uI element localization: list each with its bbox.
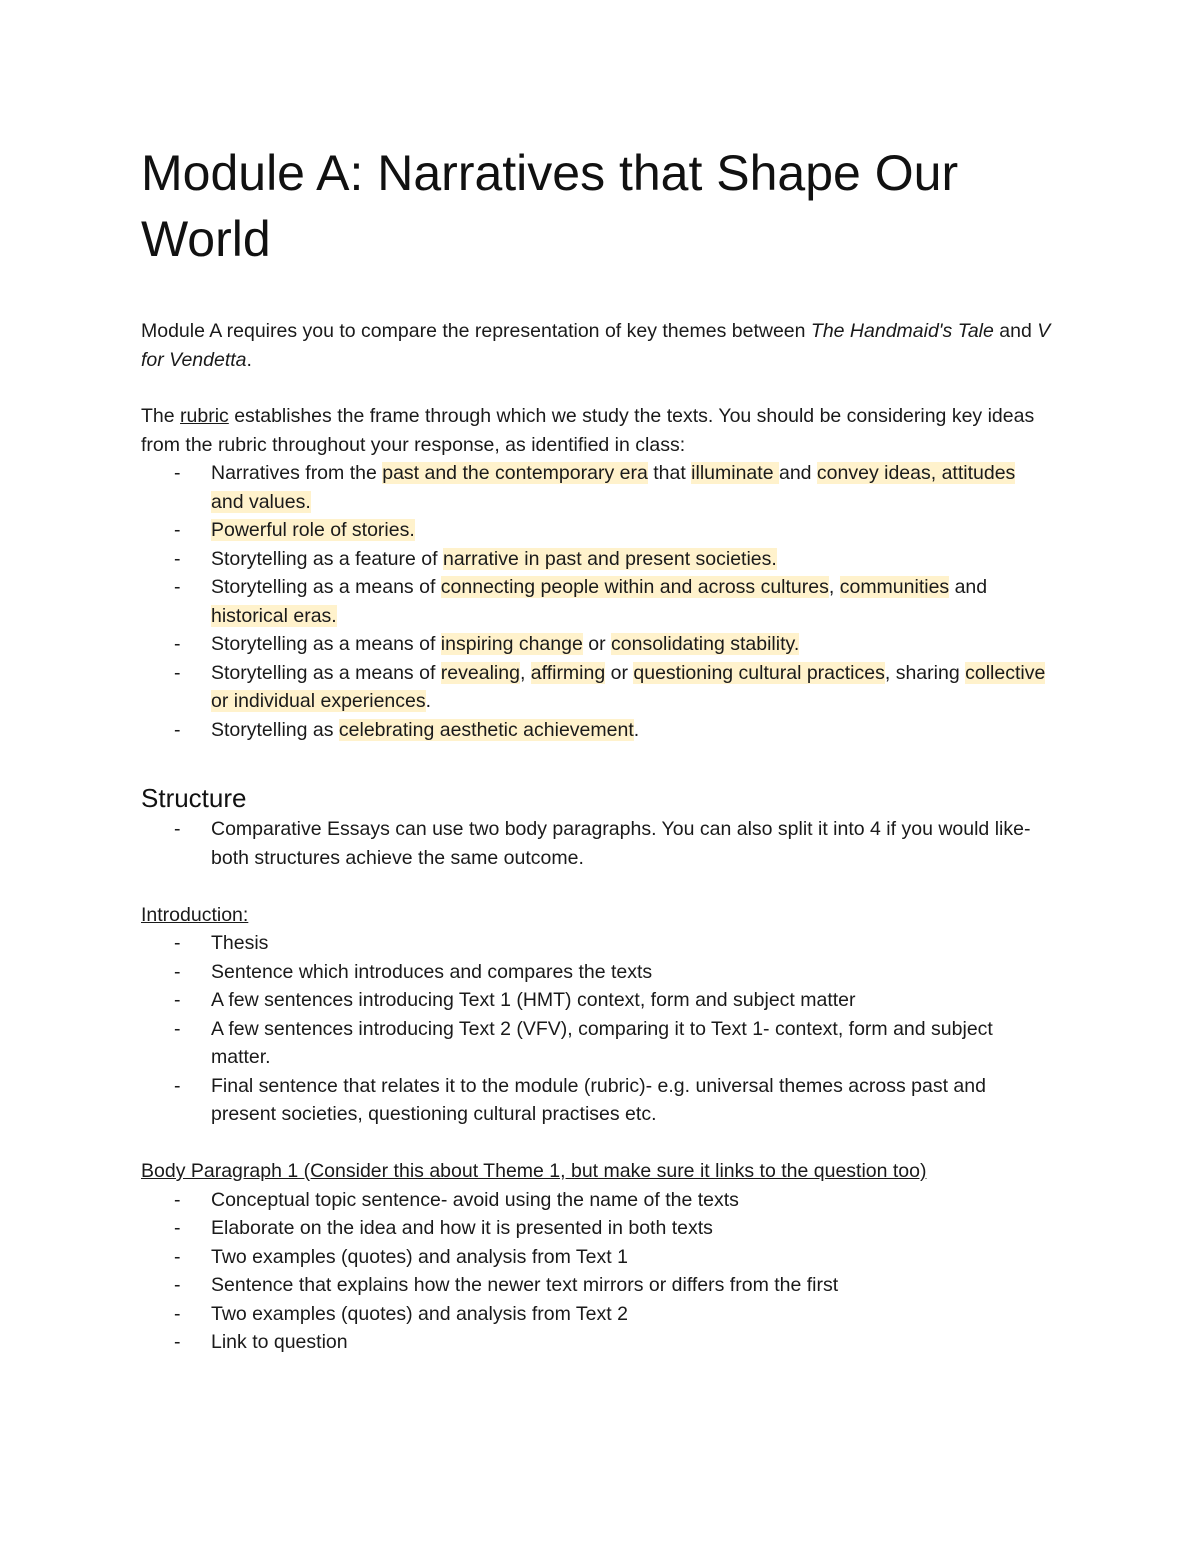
list-item bbox=[141, 1243, 1051, 1272]
text-segment: Narratives from the bbox=[211, 462, 383, 484]
list-item-text: Thesis bbox=[211, 932, 269, 954]
text-segment: or bbox=[582, 633, 611, 655]
text-segment: Storytelling as a feature of bbox=[211, 547, 443, 570]
text-segment: Storytelling as a means of bbox=[211, 576, 441, 598]
list-item-text: Two examples (quotes) and analysis from Text 2 bbox=[211, 1302, 628, 1325]
dash-bullet: - bbox=[174, 989, 181, 1011]
text-segment: Storytelling as bbox=[211, 718, 339, 741]
highlighted-text: historical eras. bbox=[211, 604, 337, 627]
text-segment: , bbox=[828, 576, 840, 598]
structure-list bbox=[141, 815, 1051, 872]
list-item-text: Final sentence that relates it to the module (rubric)- e.g. universal themes across past and present societies, questioning cultural practises etc. bbox=[211, 1074, 986, 1125]
text-segment: or bbox=[605, 661, 634, 684]
highlighted-text: convey ideas, attitudes and values. bbox=[211, 462, 1016, 513]
rubric-link[interactable]: rubric bbox=[180, 405, 229, 427]
highlighted-text: Powerful role of stories. bbox=[211, 519, 415, 541]
list-item bbox=[141, 986, 1051, 1015]
document-page bbox=[141, 140, 1051, 1357]
intro-text-part-2: and bbox=[993, 320, 1038, 342]
list-item bbox=[141, 1214, 1051, 1243]
dash-bullet: - bbox=[174, 661, 181, 684]
dash-bullet: - bbox=[174, 1188, 181, 1211]
dash-bullet: - bbox=[174, 818, 181, 840]
dash-bullet: - bbox=[174, 1245, 181, 1268]
text-segment: Storytelling as a means of bbox=[211, 661, 441, 684]
list-item bbox=[141, 929, 1051, 958]
dash-bullet: - bbox=[174, 1274, 181, 1296]
highlighted-text: communities bbox=[839, 576, 950, 598]
highlighted-text: celebrating aesthetic achievement bbox=[338, 718, 634, 741]
rubric-paragraph bbox=[141, 402, 1051, 459]
dash-bullet: - bbox=[174, 633, 181, 655]
dash-bullet: - bbox=[174, 519, 181, 541]
dash-bullet: - bbox=[174, 960, 181, 983]
list-item-text: Two examples (quotes) and analysis from Text 1 bbox=[211, 1245, 628, 1268]
list-item bbox=[141, 1015, 1051, 1072]
rubric-points-list bbox=[141, 459, 1051, 744]
list-item bbox=[141, 815, 1051, 872]
text-segment: that bbox=[647, 462, 692, 484]
text-segment: , bbox=[519, 661, 531, 684]
dash-bullet: - bbox=[174, 932, 181, 954]
intro-text-part-1: Module A requires you to compare the representation of key themes between bbox=[141, 320, 811, 342]
list-item bbox=[141, 630, 1051, 659]
intro-text-part-3: . bbox=[246, 348, 252, 371]
dash-bullet: - bbox=[174, 1217, 181, 1239]
list-item-text: A few sentences introducing Text 2 (VFV), comparing it to Text 1- context, form and subject matter. bbox=[211, 1017, 993, 1068]
dash-bullet: - bbox=[174, 718, 181, 741]
highlighted-text: consolidating stability. bbox=[611, 633, 800, 655]
list-item-text: Conceptual topic sentence- avoid using the name of the texts bbox=[211, 1188, 739, 1211]
highlighted-text: collective or individual experiences bbox=[211, 661, 1046, 712]
introduction-heading: Introduction: bbox=[141, 903, 249, 926]
dash-bullet: - bbox=[174, 1302, 181, 1325]
highlighted-text: past and the contemporary era bbox=[382, 462, 648, 484]
highlighted-text: narrative in past and present societies. bbox=[442, 547, 777, 570]
dash-bullet: - bbox=[174, 462, 181, 484]
text-title-v-for-vendetta: V for Vendetta bbox=[141, 320, 1051, 371]
list-item-text: Sentence that explains how the newer text mirrors or differs from the first bbox=[211, 1274, 839, 1296]
list-item-text: Link to question bbox=[211, 1331, 348, 1353]
intro-paragraph bbox=[141, 317, 1051, 374]
dash-bullet: - bbox=[174, 1017, 181, 1040]
text-segment: Storytelling as a means of bbox=[211, 633, 441, 655]
list-item bbox=[141, 659, 1051, 716]
body-paragraph-1-heading: Body Paragraph 1 (Consider this about Theme 1, but make sure it links to the question too) bbox=[141, 1160, 927, 1182]
highlighted-text: revealing bbox=[440, 661, 520, 684]
body-paragraph-1-list bbox=[141, 1186, 1051, 1357]
list-item bbox=[141, 1186, 1051, 1215]
rubric-text-before: The bbox=[141, 405, 181, 427]
list-item-text: Elaborate on the idea and how it is presented in both texts bbox=[211, 1217, 713, 1239]
highlighted-text: inspiring change bbox=[440, 633, 583, 655]
text-segment: and bbox=[949, 576, 988, 598]
highlighted-text: illuminate bbox=[691, 462, 779, 484]
highlighted-text: affirming bbox=[530, 661, 606, 684]
highlighted-text: connecting people within and across cultures bbox=[440, 576, 829, 598]
text-segment: . bbox=[425, 690, 432, 712]
rubric-text-after: establishes the frame through which we study the texts. You should be considering key ideas from the rubric throughout your response, as identified in class: bbox=[141, 405, 1035, 456]
highlighted-text: questioning cultural practices bbox=[633, 661, 885, 684]
dash-bullet: - bbox=[174, 1074, 181, 1097]
list-item-text: Sentence which introduces and compares the texts bbox=[211, 960, 653, 983]
list-item bbox=[141, 545, 1051, 574]
list-item bbox=[141, 1271, 1051, 1300]
structure-heading: Structure bbox=[141, 783, 247, 813]
dash-bullet: - bbox=[174, 1331, 181, 1353]
list-item-text: A few sentences introducing Text 1 (HMT) context, form and subject matter bbox=[211, 989, 856, 1011]
list-item bbox=[141, 459, 1051, 516]
dash-bullet: - bbox=[174, 576, 181, 598]
text-segment: . bbox=[633, 718, 640, 741]
list-item bbox=[141, 716, 1051, 745]
list-item bbox=[141, 1328, 1051, 1357]
list-item bbox=[141, 516, 1051, 545]
list-item bbox=[141, 573, 1051, 630]
list-item bbox=[141, 958, 1051, 987]
text-segment: , sharing bbox=[884, 661, 966, 684]
text-segment: and bbox=[778, 462, 817, 484]
document-title: Module A: Narratives that Shape Our World bbox=[141, 145, 959, 267]
list-item bbox=[141, 1300, 1051, 1329]
introduction-list bbox=[141, 929, 1051, 1129]
dash-bullet: - bbox=[174, 547, 181, 570]
text-title-handmaids-tale: The Handmaid's Tale bbox=[810, 320, 994, 342]
list-item bbox=[141, 1072, 1051, 1129]
list-item-text: Comparative Essays can use two body paragraphs. You can also split it into 4 if you would like- both structures achieve the same outcome. bbox=[211, 818, 1031, 869]
